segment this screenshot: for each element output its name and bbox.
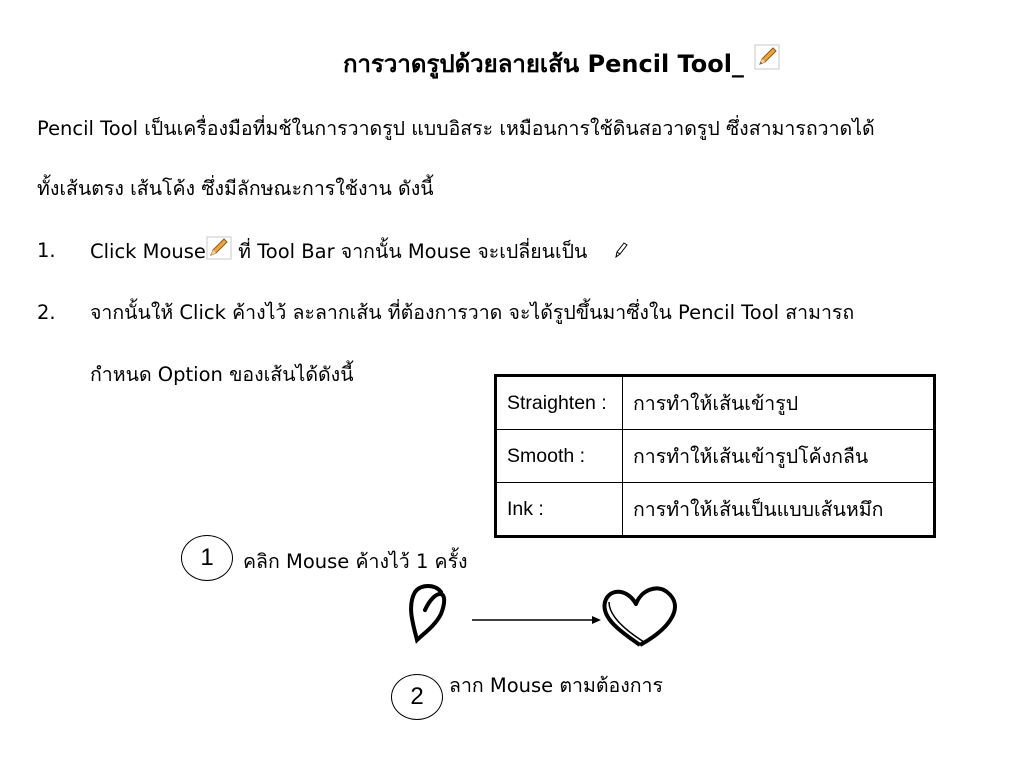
step-1-circle: 1 — [181, 535, 233, 581]
arrow-head — [592, 616, 601, 624]
option-value: การทำให้เส้นเป็นแบบเส้นหมึก — [623, 483, 935, 537]
option-key: Ink : — [496, 483, 623, 537]
step-1-text-b: ที่ Tool Bar จากนั้น Mouse จะเปลี่ยนเป็น — [231, 240, 588, 263]
options-table — [494, 374, 936, 538]
step-2-number: 2. — [37, 301, 56, 324]
table-row — [496, 376, 935, 430]
step-1-text — [90, 236, 628, 269]
step-2-text: จากนั้นให้ Click ค้างไว้ ละลากเส้น ที่ต้องการวาด จะได้รูปขึ้นมาซึ่งใน Pencil Tool สามารถ — [90, 301, 855, 324]
drawing-illustration — [395, 580, 695, 660]
page-title — [343, 44, 780, 83]
pencil-cursor-icon — [614, 238, 628, 268]
title-text: การวาดรูปด้วยลายเส้น Pencil Tool_ — [343, 50, 744, 78]
intro-line-1: Pencil Tool เป็นเครื่องมือที่มช้ในการวาดรูป แบบอิสระ เหมือนการใช้ดินสอวาดรูป ซึ่งสามารถวาดได้ — [37, 117, 875, 140]
table-row — [496, 430, 935, 483]
step-2-circle: 2 — [391, 674, 443, 720]
curve-stroke — [411, 586, 444, 640]
table-row — [496, 483, 935, 537]
pencil-tool-icon — [206, 236, 232, 269]
step-1-text-a: Click Mouse — [90, 240, 206, 263]
option-value: การทำให้เส้นเข้ารูป — [623, 376, 935, 430]
pencil-icon — [754, 44, 780, 76]
intro-line-2: ทั้งเส้นตรง เส้นโค้ง ซึ่งมีลักษณะการใช้งาน ดังนี้ — [37, 177, 434, 200]
option-key: Straighten : — [496, 376, 623, 430]
option-value: การทำให้เส้นเข้ารูปโค้งกลืน — [623, 430, 935, 483]
step-2-text-line-2: กำหนด Option ของเส้นได้ดังนี้ — [90, 363, 354, 386]
step-1-number: 1. — [37, 239, 56, 262]
option-key: Smooth : — [496, 430, 623, 483]
step-1-caption: คลิก Mouse ค้างไว้ 1 ครั้ง — [243, 550, 468, 573]
step-2-caption: ลาก Mouse ตามต้องการ — [449, 674, 663, 697]
